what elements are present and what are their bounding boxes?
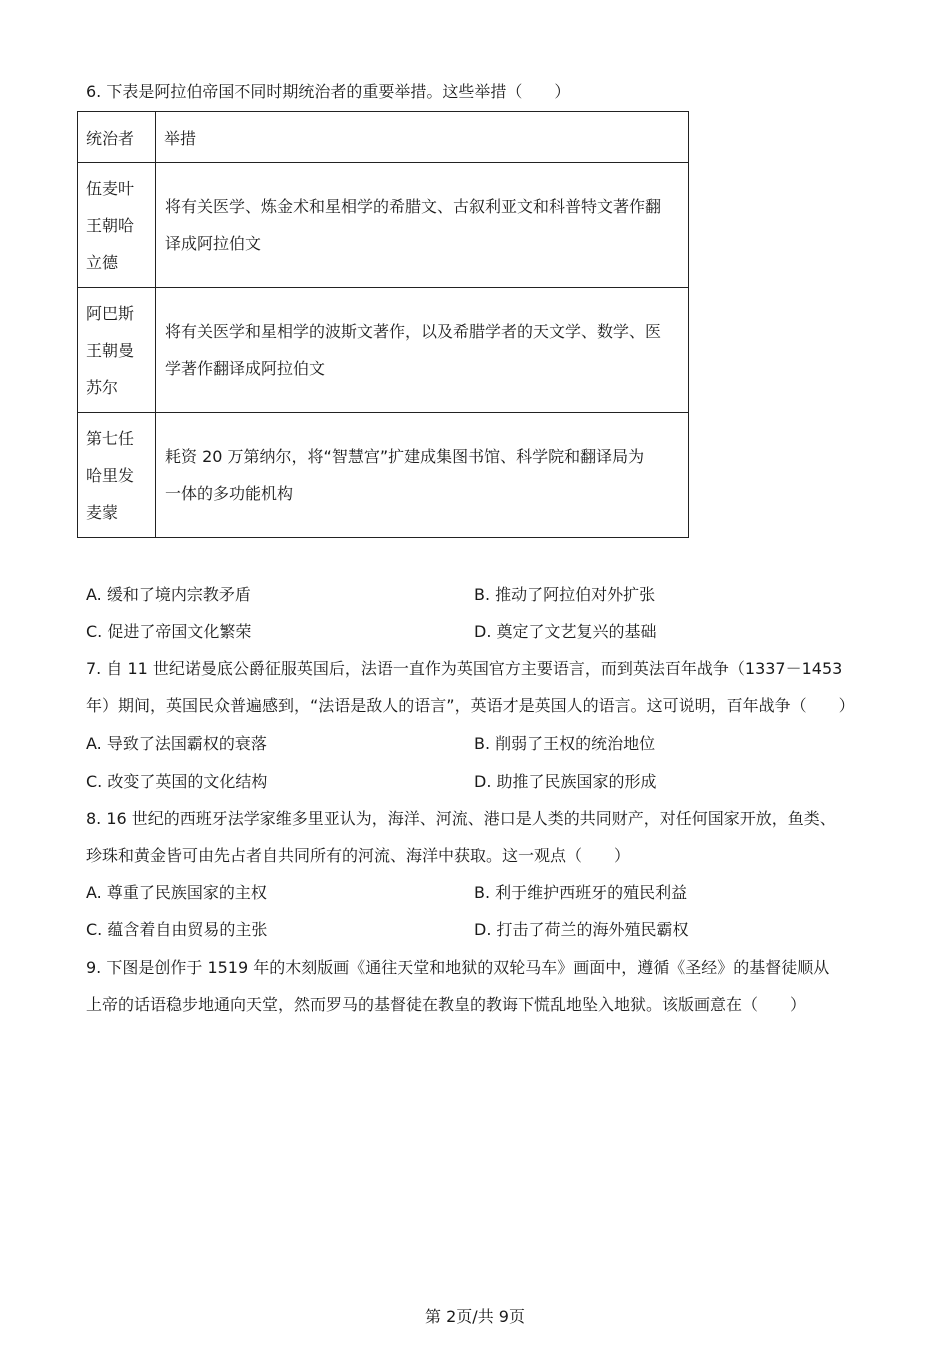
q8-option-d[interactable]: D. 打击了荷兰的海外殖民霸权 [474,920,689,939]
measure-line: 将有关医学和星相学的波斯文著作，以及希腊学者的天文学、数学、医 [165,322,662,341]
header-measure: 举措 [156,112,689,163]
table-header-row [78,112,689,163]
q8-option-b[interactable]: B. 利于维护西班牙的殖民利益 [474,883,688,902]
measure-line: 译成阿拉伯文 [165,234,262,253]
q6-option-b[interactable]: B. 推动了阿拉伯对外扩张 [474,585,656,604]
ruler-line: 麦蒙 [86,502,119,522]
q8-stem-line: 珍珠和黄金皆可由先占者自共同所有的河流、海洋中获取。这一观点（ ） [86,846,631,865]
ruler-line: 伍麦叶 [86,178,135,198]
ruler-line: 阿巴斯 [86,303,135,323]
ruler-line: 王朝曼 [86,340,135,360]
q9-stem-line: 9. 下图是创作于 1519 年的木刻版画《通往天堂和地狱的双轮马车》画面中，遵循《圣经》的基督徒顺从 [86,958,830,977]
ruler-line: 王朝哈 [86,215,135,235]
q7-option-b[interactable]: B. 削弱了王权的统治地位 [474,734,656,753]
measure-cell [156,163,689,288]
q8-option-a[interactable]: A. 尊重了民族国家的主权 [86,883,267,902]
ruler-line: 立德 [86,252,119,272]
measure-cell [156,413,689,538]
ruler-line: 第七任 [86,428,135,448]
ruler-cell [78,288,156,413]
q8-stem-line: 8. 16 世纪的西班牙法学家维多里亚认为，海洋、河流、港口是人类的共同财产，对任何国家开放，鱼类、 [86,809,836,828]
header-ruler: 统治者 [78,112,156,163]
q7-stem-line: 7. 自 11 世纪诺曼底公爵征服英国后，法语一直作为英国官方主要语言，而到英法百年战争（1337－1453 [86,659,843,678]
ruler-cell [78,413,156,538]
q7-option-d[interactable]: D. 助推了民族国家的形成 [474,772,657,791]
ruler-line: 哈里发 [86,465,135,485]
ruler-line: 苏尔 [86,377,119,397]
page-number: 第 2页/共 9页 [425,1307,525,1326]
q6-table [77,111,689,538]
q7-option-a[interactable]: A. 导致了法国霸权的衰落 [86,734,267,753]
table-row [78,288,689,413]
ruler-cell [78,163,156,288]
table-row [78,163,689,288]
q6-option-a[interactable]: A. 缓和了境内宗教矛盾 [86,585,251,604]
q9-stem-line: 上帝的话语稳步地通向天堂，然而罗马的基督徒在教皇的教诲下慌乱地坠入地狱。该版画意在（ ） [86,995,807,1014]
q6-option-d[interactable]: D. 奠定了文艺复兴的基础 [474,622,657,641]
measure-line: 耗资 20 万第纳尔，将“智慧宫”扩建成集图书馆、科学院和翻译局为 [165,447,645,466]
measure-cell [156,288,689,413]
measure-line: 将有关医学、炼金术和星相学的希腊文、古叙利亚文和科普特文著作翻 [165,197,662,216]
measure-line: 学著作翻译成阿拉伯文 [165,359,326,378]
q7-option-c[interactable]: C. 改变了英国的文化结构 [86,772,268,791]
q8-option-c[interactable]: C. 蕴含着自由贸易的主张 [86,920,268,939]
measure-line: 一体的多功能机构 [165,484,294,503]
q6-stem: 6. 下表是阿拉伯帝国不同时期统治者的重要举措。这些举措（ ） [86,82,571,101]
table-row [78,413,689,538]
q7-stem-line: 年）期间，英国民众普遍感到，“法语是敌人的语言”，英语才是英国人的语言。这可说明，百年战争（ ） [86,696,855,715]
q6-option-c[interactable]: C. 促进了帝国文化繁荣 [86,622,252,641]
